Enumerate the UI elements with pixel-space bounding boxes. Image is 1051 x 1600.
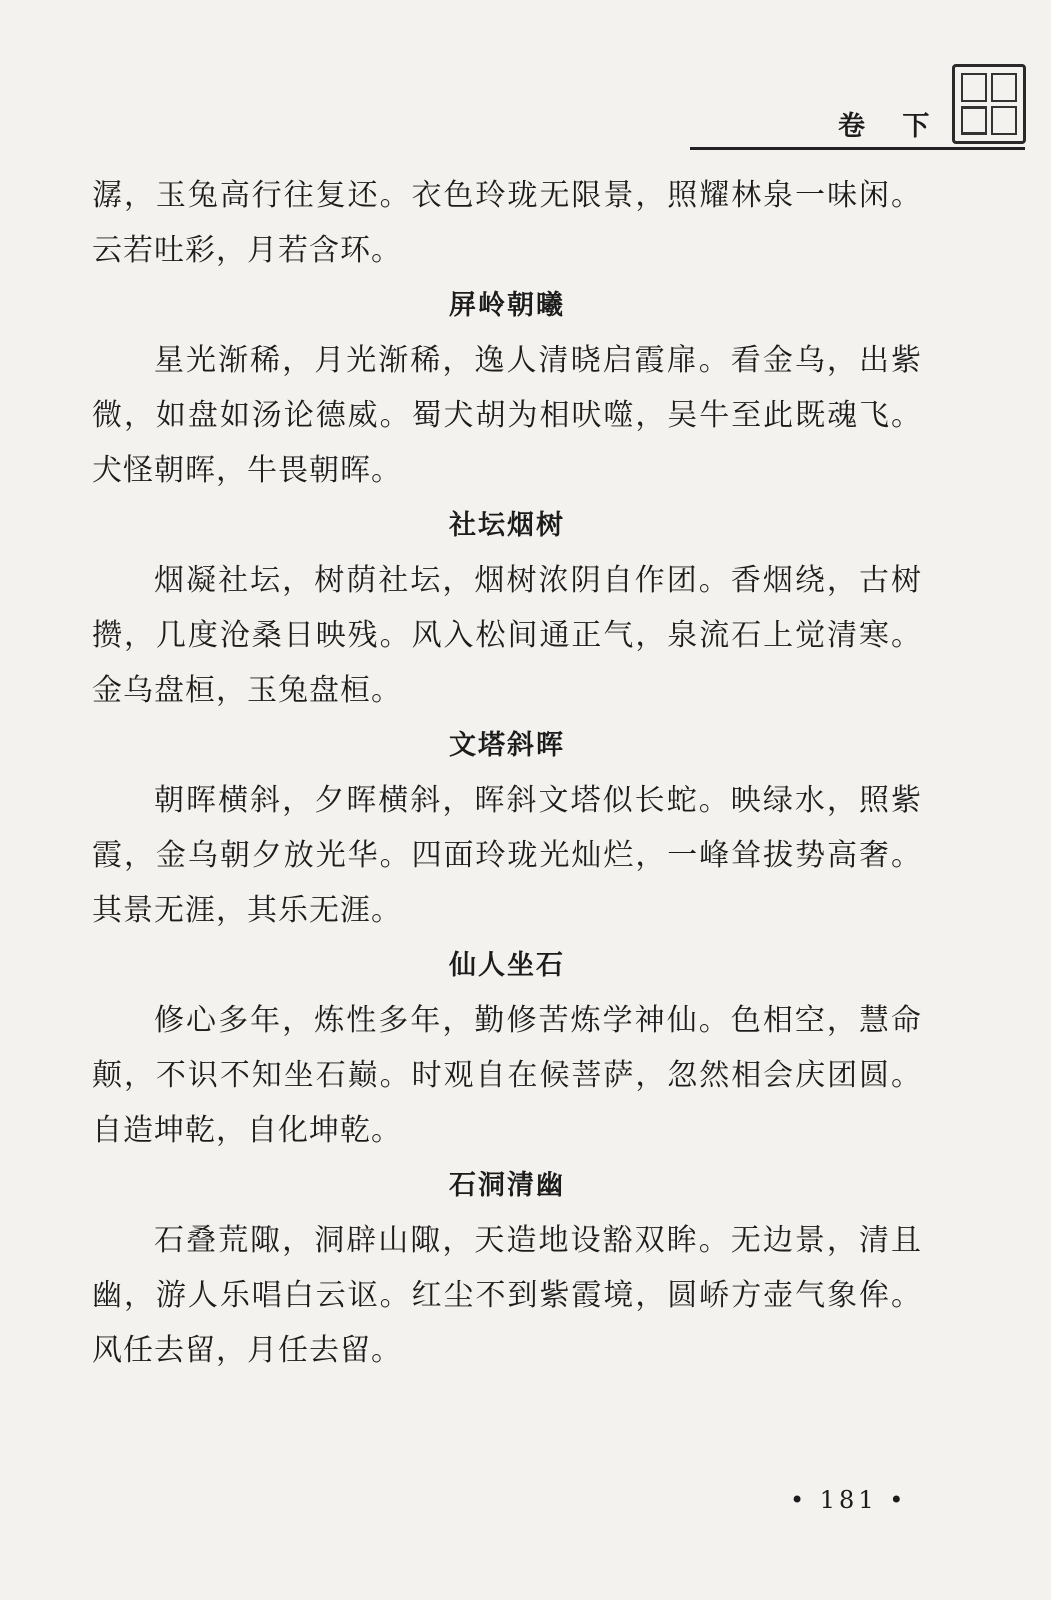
text-line: 幽，游人乐唱白云讴。红尘不到紫霞境，圆峤方壶气象侔。 xyxy=(92,1278,922,1313)
seal-stamp-icon xyxy=(952,64,1026,144)
text-line: 烟凝社坛，树荫社坛，烟树浓阴自作团。香烟绕，古树 xyxy=(154,563,922,598)
text-line: 犬怪朝晖，牛畏朝晖。 xyxy=(92,453,402,488)
text-line: 修心多年，炼性多年，勤修苦炼学神仙。色相空，慧命 xyxy=(154,1003,922,1038)
text-line: 自造坤乾，自化坤乾。 xyxy=(92,1113,402,1148)
text-line: 云若吐彩，月若含环。 xyxy=(92,233,402,268)
text-line: 潺，玉兔高行往复还。衣色玲珑无限景，照耀林泉一味闲。 xyxy=(92,178,922,213)
section-title: 石洞清幽 xyxy=(449,1170,565,1201)
page-number: • 181 • xyxy=(790,1486,908,1514)
text-line: 风任去留，月任去留。 xyxy=(92,1333,402,1368)
section-title: 社坛烟树 xyxy=(449,510,565,541)
text-line: 星光渐稀，月光渐稀，逸人清晓启霞扉。看金乌，出紫 xyxy=(154,343,922,378)
section-title: 仙人坐石 xyxy=(449,950,565,981)
text-line: 霞，金乌朝夕放光华。四面玲珑光灿烂，一峰耸拔势高奢。 xyxy=(92,838,922,873)
page-body xyxy=(92,168,922,1378)
text-line: 攒，几度沧桑日映残。风入松间通正气，泉流石上觉清寒。 xyxy=(92,618,922,653)
text-line: 其景无涯，其乐无涯。 xyxy=(92,893,402,928)
section-title: 屏岭朝曦 xyxy=(449,290,565,321)
text-line: 朝晖横斜，夕晖横斜，晖斜文塔似长蛇。映绿水，照紫 xyxy=(154,783,922,818)
section-title: 文塔斜晖 xyxy=(449,730,565,761)
text-line: 金乌盘桓，玉兔盘桓。 xyxy=(92,673,402,708)
header-rule xyxy=(690,147,1025,150)
text-line: 颠，不识不知坐石巅。时观自在候菩萨，忽然相会庆团圆。 xyxy=(92,1058,922,1093)
running-header: 卷 下 xyxy=(838,111,944,142)
text-line: 微，如盘如汤论德威。蜀犬胡为相吠噬，吴牛至此既魂飞。 xyxy=(92,398,922,433)
text-line: 石叠荒陬，洞辟山陬，天造地设豁双眸。无边景，清且 xyxy=(154,1223,922,1258)
